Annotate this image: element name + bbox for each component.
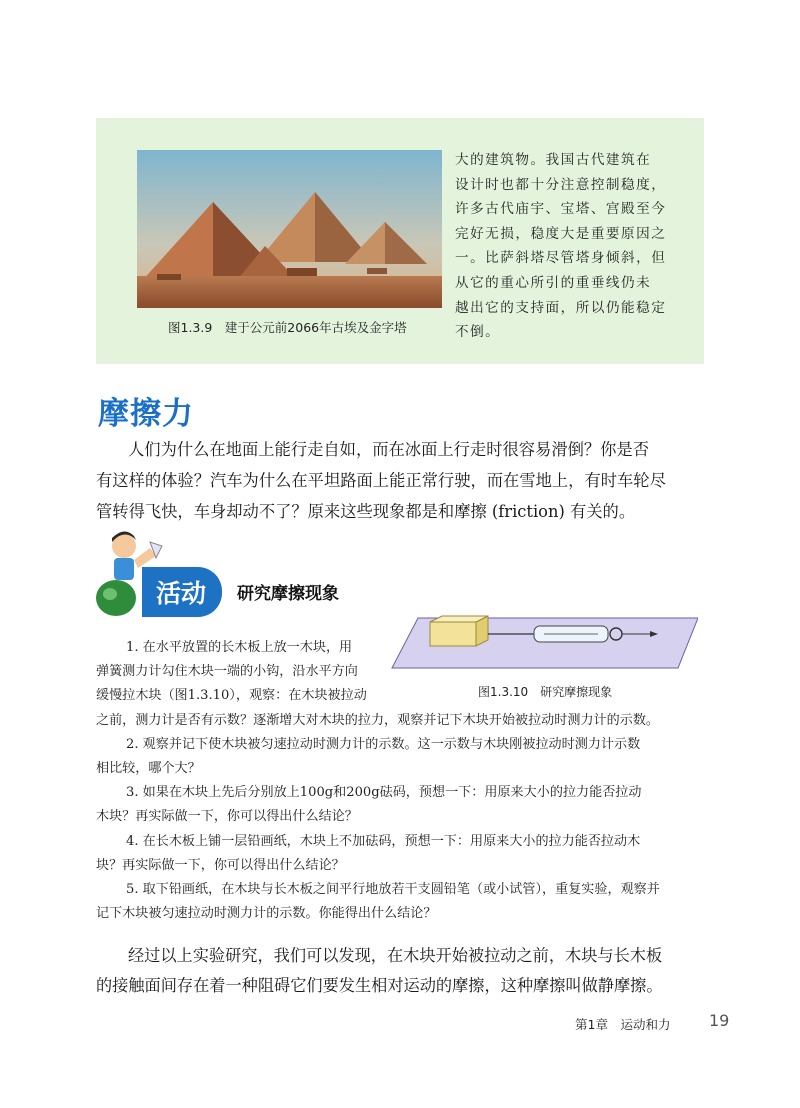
- box-text-line: 不倒。: [455, 324, 501, 341]
- step-line: 2. 观察并记下使木块被匀速拉动时测力计的示数。这一示数与木块刚被拉动时测力计示数: [126, 736, 641, 752]
- intro-line: 管转得飞快，车身却动不了？原来这些现象都是和摩擦 (friction) 有关的。: [96, 502, 636, 521]
- step-line: 5. 取下铅画纸，在木块与长木板之间平行地放若干支圆铅笔（或小试管），重复实验，观察并: [126, 882, 660, 898]
- figure-caption-1-3-10: 图1.3.10 研究摩擦现象: [478, 685, 613, 699]
- box-text-line: 设计时也都十分注意控制稳度，: [455, 176, 667, 193]
- step-line: 记下木块被匀速拉动时测力计的示数。你能得出什么结论？: [96, 906, 437, 922]
- page-number: 19: [709, 1011, 730, 1030]
- box-text-line: 大的建筑物。我国古代建筑在: [455, 152, 652, 168]
- box-text-line: 完好无损，稳度大是重要原因之: [455, 225, 667, 242]
- intro-paragraph: [96, 434, 716, 527]
- activity-steps: [96, 636, 714, 926]
- activity-title: 研究摩擦现象: [237, 584, 339, 604]
- box-text-line: 越出它的支持面，所以仍能稳定: [455, 299, 667, 316]
- conclusion-line: 经过以上实验研究，我们可以发现，在木块开始被拉动之前，木块与长木板: [128, 946, 663, 965]
- step-line: 弹簧测力计勾住木块一端的小钩，沿水平方向: [96, 664, 358, 680]
- step-line: 木块？再实际做一下，你可以得出什么结论？: [96, 809, 358, 825]
- section-heading: 摩擦力: [98, 396, 194, 432]
- intro-line: 有这样的体验？汽车为什么在平坦路面上能正常行驶，而在雪地上，有时车轮尽: [96, 471, 666, 490]
- activity-badge-label: 活动: [156, 579, 207, 608]
- step-line: 块？再实际做一下，你可以得出什么结论？: [96, 857, 345, 873]
- box-text-line: 许多古代庙宇、宝塔、宫殿至今: [455, 201, 667, 218]
- step-line: 3. 如果在木块上先后分别放上100g和200g砝码，预想一下：用原来大小的拉力能否拉动: [126, 785, 642, 801]
- footer-chapter: 第1章 运动和力: [575, 1017, 671, 1032]
- pyramids-photo: [137, 150, 442, 308]
- conclusion-paragraph: [96, 941, 716, 1001]
- step-line: 缓慢拉木块（图1.3.10），观察：在木块被拉动: [96, 688, 367, 704]
- conclusion-line: 的接触面间存在着一种阻碍它们要发生相对运动的摩擦，这种摩擦叫做静摩擦。: [96, 976, 663, 995]
- step-line: 1. 在水平放置的长木板上放一木块，用: [126, 640, 353, 655]
- step-line: 4. 在长木板上铺一层铅画纸，木块上不加砝码，预想一下：用原来大小的拉力能否拉动木: [126, 833, 641, 849]
- figure-caption-1-3-9: 图1.3.9 建于公元前2066年古埃及金字塔: [168, 320, 407, 335]
- step-line: 之前，测力计是否有示数？逐渐增大对木块的拉力，观察并记下木块开始被拉动时测力计的示数。: [96, 712, 660, 728]
- box-text: [455, 148, 680, 345]
- step-line: 相比较，哪个大？: [96, 761, 201, 777]
- box-text-line: 一。比萨斜塔尽管塔身倾斜，但: [455, 250, 667, 267]
- box-text-line: 从它的重心所引的重垂线仍未: [455, 274, 652, 291]
- intro-line: 人们为什么在地面上能行走自如，而在冰面上行走时很容易滑倒？你是否: [128, 440, 650, 459]
